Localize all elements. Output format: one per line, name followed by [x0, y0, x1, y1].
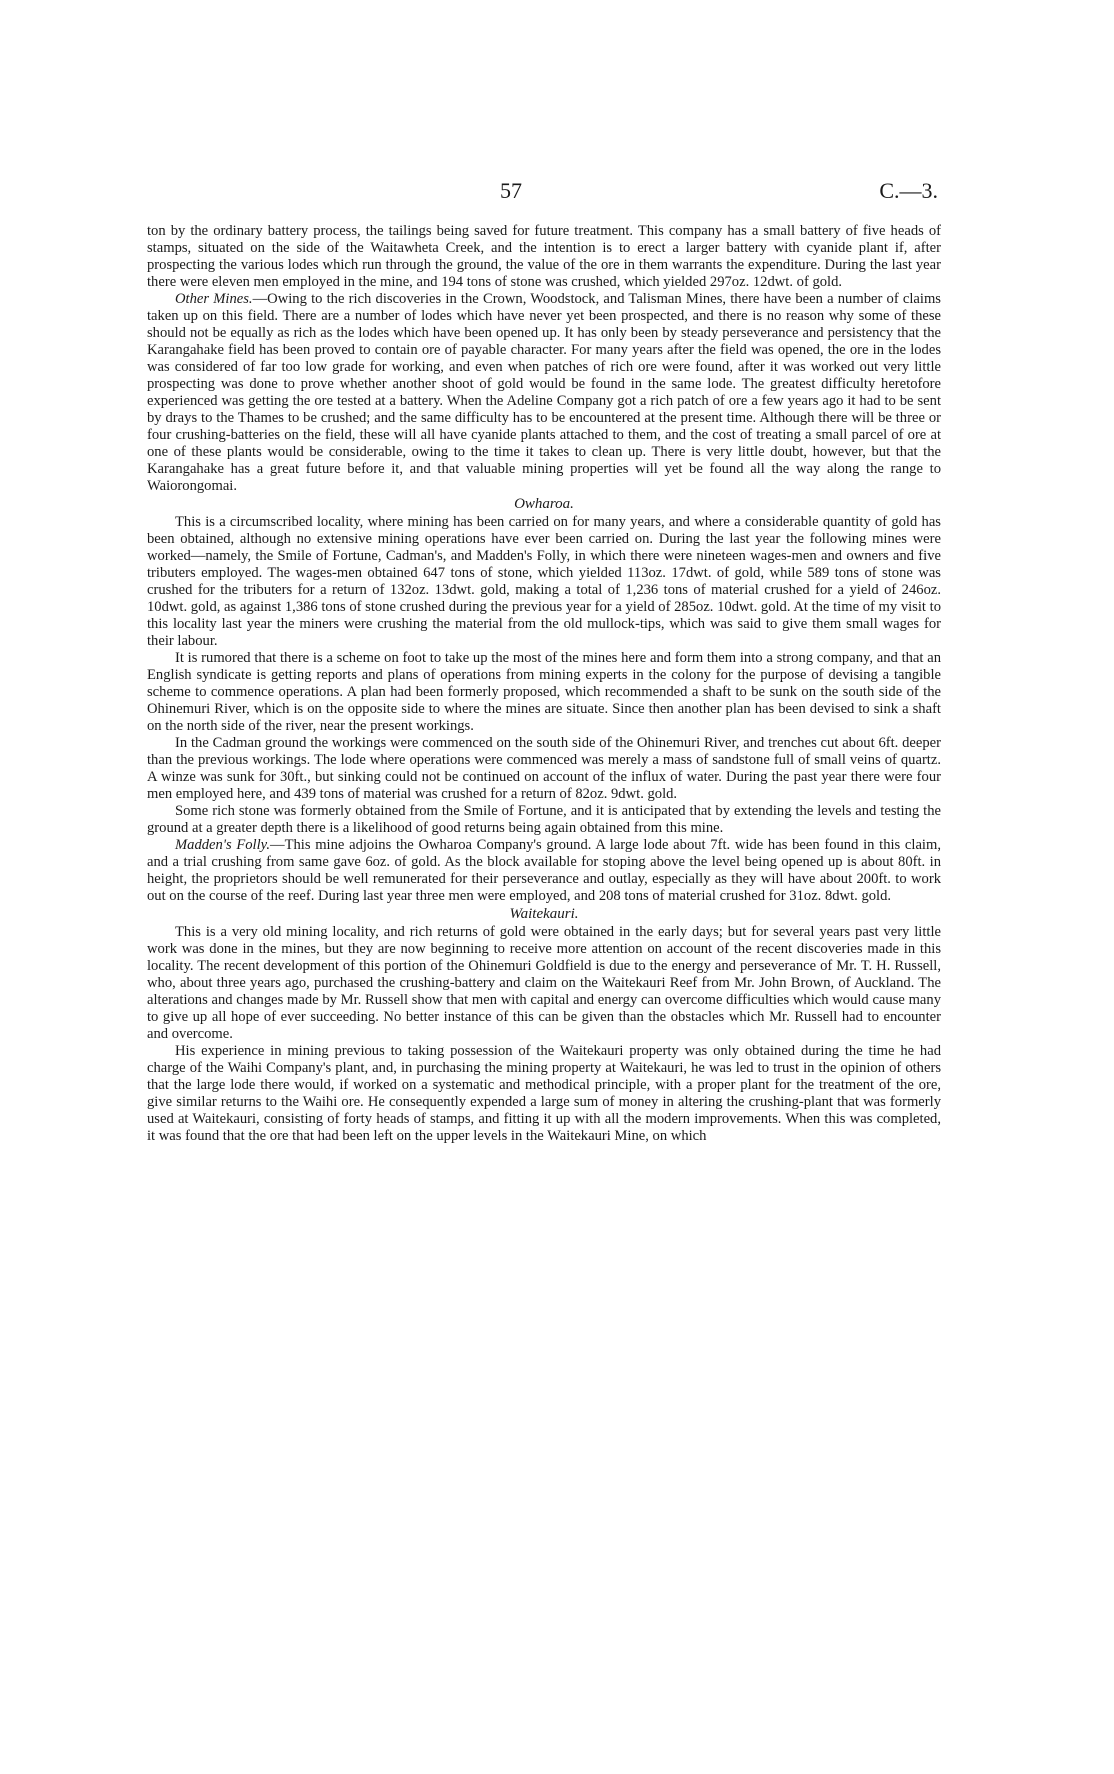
- section-heading-waitekauri: Waitekauri.: [509, 906, 579, 922]
- paragraph-4: It is rumored that there is a scheme on foot to take up the most of the mines here and form them into a strong company, and that an English syndicate is getting reports and plans of operations from mining experts in the colony for the purpose of devising a tangible scheme to commence operations. A plan had been formerly proposed, which recommended a shaft to be sunk on the south side of the Ohinemuri River, which is on the opposite side to where the mines are situate. Since then another plan has been devised to sink a shaft on the north side of the river, near the present workings.: [147, 650, 941, 734]
- paragraph-2-text: —Owing to the rich discoveries in the Crown, Woodstock, and Talisman Mines, there have been a number of claims taken up on this field. There are a number of lodes which have never yet been prospected, and there is no reason why some of these should not be equally as rich as the lodes which have been opened up. It has only been by steady perseverance and persistency that the Karangahake field has been proved to contain ore of payable character. For many years after the field was opened, the ore in the lodes was considered of far too low grade for working, and even when patches of rich ore were found, after it was worked out very little prospecting was done to prove whether another shoot of gold would be found in the same lode. The greatest difficulty heretofore experienced was getting the ore tested at a battery. When the Adeline Company got a rich patch of ore a few years ago it had to be sent by drays to the Thames to be crushed; and the same difficulty has to be encountered at the present time. Although there will be three or four crushing-batteries on the field, these will all have cyanide plants attached to them, and the cost of treating a small parcel of ore at one of these plants would be considerable, owing to the time it takes to clean up. There is very little doubt, however, but that the Karangahake has a great future before it, and that valuable mining properties will yet be found all the way along the range to Waiorongomai.: [147, 291, 941, 494]
- paragraph-9: His experience in mining previous to taking possession of the Waitekauri property was only obtained during the time he had charge of the Waihi Company's plant, and, in purchasing the mining property at Waitekauri, he was led to trust in the opinion of others that the large lode there would, if worked on a systematic and methodical principle, with a proper plant for the treatment of the ore, give similar returns to the Waihi ore. He consequently expended a large sum of money in altering the crushing-plant that was formerly used at Waitekauri, consisting of forty heads of stamps, and fitting it up with all the modern improvements. When this was completed, it was found that the ore that had been left on the upper levels in the Waitekauri Mine, on which: [147, 1043, 941, 1144]
- paragraph-6: Some rich stone was formerly obtained from the Smile of Fortune, and it is anticipated that by extending the levels and testing the ground at a greater depth there is a likelihood of good returns being again obtained from this mine.: [147, 803, 941, 836]
- section-heading-owharoa: Owharoa.: [514, 496, 574, 512]
- paragraph-lead-other-mines: Other Mines.: [175, 291, 253, 307]
- paragraph-3: This is a circumscribed locality, where mining has been carried on for many years, and where a considerable quantity of gold has been obtained, although no extensive mining operations have ever been carried on. During the last year the following mines were worked—namely, the Smile of Fortune, Cadman's, and Madden's Folly, in which there were nineteen wages-men and owners and five tributers employed. The wages-men obtained 647 tons of stone, which yielded 113oz. 17dwt. of gold, while 589 tons of stone was crushed for the tributers for a return of 132oz. 13dwt. gold, making a total of 1,236 tons of material crushed for a yield of 246oz. 10dwt. gold, as against 1,386 tons of stone crushed during the previous year for a yield of 285oz. 10dwt. gold. At the time of my visit to this locality last year the miners were crushing the material from the old mullock-tips, which was said to give them small wages for their labour.: [147, 514, 941, 649]
- paragraph-lead-maddens-folly: Madden's Folly.: [175, 837, 270, 853]
- paragraph-other-mines: [147, 291, 941, 495]
- paragraph-1: ton by the ordinary battery process, the tailings being saved for future treatment. This company has a small battery of five heads of stamps, situated on the side of the Waitawheta Creek, and the intention is to erect a larger battery with cyanide plant if, after prospecting the various lodes which run through the ground, the value of the ore in them warrants the expenditure. During the last year there were eleven men employed in the mine, and 194 tons of stone was crushed, which yielded 297oz. 12dwt. of gold.: [147, 223, 941, 290]
- paragraph-5: In the Cadman ground the workings were commenced on the south side of the Ohinemuri River, and trenches cut about 6ft. deeper than the previous workings. The lode where operations were commenced was merely a mass of sandstone full of small veins of quartz. A winze was sunk for 30ft., but sinking could not be continued on account of the influx of water. During the past year there were four men employed here, and 439 tons of material was crushed for a return of 82oz. 9dwt. gold.: [147, 735, 941, 802]
- document-body: [147, 223, 941, 1145]
- page-number: 57: [500, 178, 522, 203]
- document-reference: C.—3.: [879, 178, 938, 203]
- paragraph-7-text: —This mine adjoins the Owharoa Company's ground. A large lode about 7ft. wide has been found in this claim, and a trial crushing from same gave 6oz. of gold. As the block available for stoping above the level being opened up is about 80ft. in height, the proprietors should be well remunerated for their perseverance and outlay, especially as they will have about 200ft. to work out on the course of the reef. During last year three men were employed, and 208 tons of material crushed for 31oz. 8dwt. gold.: [147, 837, 941, 904]
- paragraph-8: This is a very old mining locality, and rich returns of gold were obtained in the early days; but for several years past very little work was done in the mines, but they are now beginning to receive more attention on account of the recent discoveries made in this locality. The recent development of this portion of the Ohinemuri Goldfield is due to the energy and perseverance of Mr. T. H. Russell, who, about three years ago, purchased the crushing-battery and claim on the Waitekauri Reef from Mr. John Brown, of Auckland. The alterations and changes made by Mr. Russell show that men with capital and energy can overcome difficulties which would cause many to give up all hope of ever succeeding. No better instance of this can be given than the obstacles which Mr. Russell had to encounter and overcome.: [147, 924, 941, 1042]
- paragraph-maddens-folly: [147, 837, 941, 905]
- page-header: [0, 178, 1114, 208]
